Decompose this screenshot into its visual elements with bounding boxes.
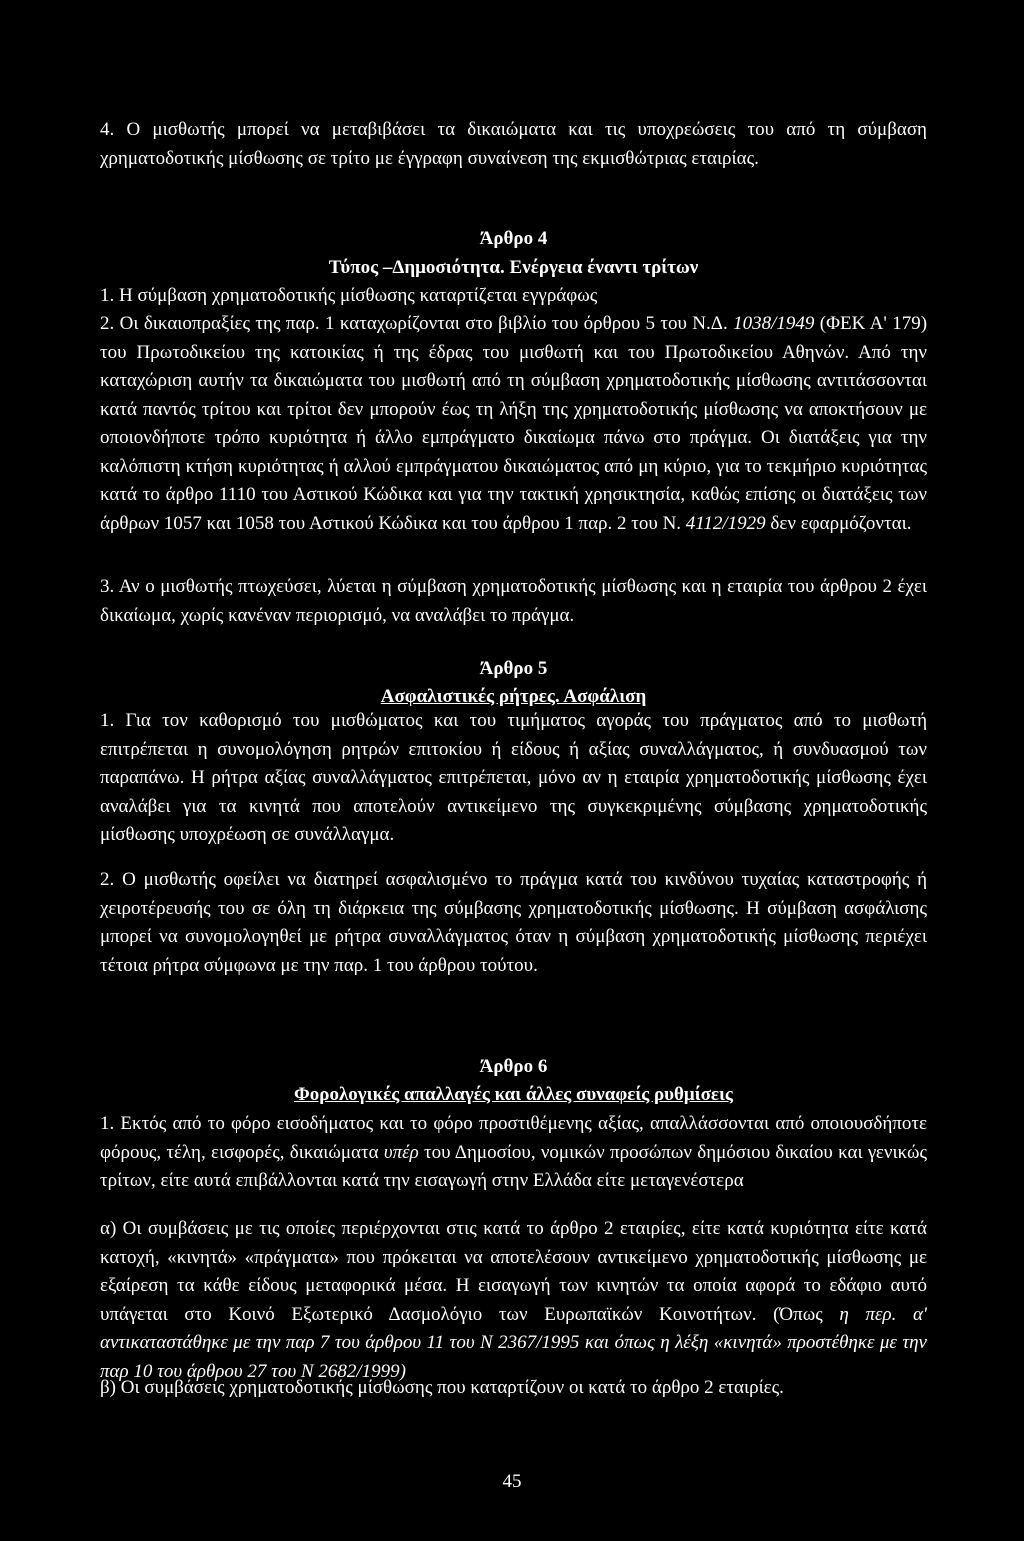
article5-title-text: Ασφαλιστικές ρήτρες. Ασφάλιση	[380, 686, 647, 707]
article6-title	[100, 1081, 927, 1110]
article6-para1-end: του Δημοσίου, νομικών προσώπων δημόσιου δικαίου και γενικώς τρίτων, είτε αυτά επιβάλλονται κατά την εισαγωγή στην Ελλάδα είτε μεταγενέστερα	[100, 1141, 928, 1191]
article4-title: Τύπος –Δημοσιότητα. Ενέργεια έναντι τρίτων	[328, 257, 699, 278]
article6-title-text: Φορολογικές απαλλαγές και άλλες συναφείς ρυθμίσεις	[294, 1084, 733, 1105]
article6-para1-italic: υπέρ	[383, 1141, 419, 1163]
article6-item-a	[100, 1215, 927, 1386]
article5-number: Άρθρο 5	[479, 658, 548, 679]
article5-paragraph-1: 1. Για τον καθορισμό του μισθώματος και του τιμήματος αγοράς του πράγματος από το μισθωτή επιτρέπεται η συνομολόγηση ρητρών επιτοκίου ή είδους ή αξίας συναλλάγματος, ή συνδυασμού των παραπάνω. Η ρήτρα αξίας συναλλάγματος επιτρέπεται, μόνο αν η εταιρία χρηματοδοτικής μίσθωσης έχει αναλάβει για τα κινητά που αποτελούν αντικείμενο της συγκεκριμένης σύμβασης χρηματοδοτικής μίσθωσης υποχρέωση σε συνάλλαγμα.	[100, 710, 927, 845]
article6-number: Άρθρο 6	[479, 1056, 548, 1077]
article6-item-a-note: η περ. α' αντικαταστάθηκε με την παρ 7 του άρθρου 11 του Ν 2367/1995 και όπως η λέξη «κινητά» προστέθηκε με την παρ 10 του άρθρου 27 του Ν 2682/1999)	[100, 1303, 927, 1382]
article6-item-b: β) Οι συμβάσεις χρηματοδοτικής μίσθωσης που καταρτίζουν οι κατά το άρθρο 2 εταιρίες.	[100, 1377, 784, 1398]
article4-para2-start: 2. Οι δικαιοπραξίες της παρ. 1 καταχωρίζονται στο βιβλίο του όρθρου 5 του Ν.Δ.	[100, 313, 728, 334]
article4-paragraph-3: 3. Αν ο μισθωτής πτωχεύσει, λύεται η σύμβαση χρηματοδοτικής μίσθωσης και η εταιρία του άρθρου 2 έχει δικαίωμα, χωρίς κανέναν περιορισμό, να αναλάβει το πράγμα.	[100, 576, 927, 626]
article4-para2-end: δεν εφαρμόζονται.	[770, 512, 912, 534]
article6-paragraph-1	[100, 1110, 927, 1196]
article3-paragraph-4: 4. Ο μισθωτής μπορεί να μεταβιβάσει τα δικαιώματα και τις υποχρεώσεις του από τη σύμβαση χρηματοδοτικής μίσθωσης σε τρίτο με έγγραφη συναίνεση της εκμισθώτριας εταιρίας.	[100, 119, 927, 169]
article5-paragraph-2: 2. Ο μισθωτής οφείλει να διατηρεί ασφαλισμένο το πράγμα κατά του κινδύνου τυχαίας καταστροφής ή χειροτέρευσής του σε όλη τη διάρκεια της σύμβασης χρηματοδοτικής μίσθωσης. Η σύμβαση ασφάλισης μπορεί να συνομολογηθεί με ρήτρα συναλλάγματος όταν η σύμβαση χρηματοδοτικής μίσθωσης περιέχει τέτοια ρήτρα σύμφωνα με την παρ. 1 του άρθρου τούτου.	[100, 869, 927, 976]
article6-item-a-text: α) Οι συμβάσεις με τις οποίες περιέρχονται στις κατά το άρθρο 2 εταιρίες, είτε κατά κυριότητα είτε κατά κατοχή, «κινητά» «πράγματα» που πρόκειται να αποτελέσουν αντικείμενο χρηματοδοτικής μίσθωσης με εξαίρεση τα κάθε είδους μεταφορικά μέσα. Η εισαγωγή των κινητών τα οποία αφορά το εδάφιο αυτό υπάγεται στο Κοινό Εξωτερικό Δασμολόγιο των Ευρωπαϊκών Κοινοτήτων. (Όπως	[100, 1218, 927, 1325]
article6-para1-start: 1. Εκτός από το φόρο εισοδήματος και το φόρο προστιθέμενης αξίας, απαλλάσσονται από οποιουσδήποτε φόρους, τέλη, εισφορές, δικαιώματα	[100, 1113, 927, 1163]
article4-para2-law-ref-2: 4112/1929	[685, 512, 766, 534]
page-number: 45	[502, 1471, 522, 1492]
article4-number: Άρθρο 4	[479, 228, 548, 249]
article4-paragraph-2	[100, 310, 927, 538]
article4-para2-body: (ΦΕΚ Α' 179) του Πρωτοδικείου της κατοικίας ή της έδρας του μισθωτή και του Πρωτοδικείου Αθηνών. Από την καταχώριση αυτήν τα δικαιώματα του μισθωτή από τη σύμβαση χρηματοδοτικής μίσθωσης αντιτάσσονται κατά παντός τρίτου και τρίτοι δεν μπορούν έως τη λήξη της χρηματοδοτικής μίσθωσης να αποκτήσουν με οποιονδήποτε τρόπο κυριότητα ή άλλο εμπράγματο δικαίωμα πάνω στο πράγμα. Οι διατάξεις για την καλόπιστη κτήση κυριότητας ή αλλού εμπράγματου δικαιώματος από μη κύριο, για το τεκμήριο κυριότητας κατά το άρθρο 1110 του Αστικού Κώδικα και για την τακτική χρησικτησία, καθώς επίσης οι διατάξεις των άρθρων 1057 και 1058 του Αστικού Κώδικα και του άρθρου 1 παρ. 2 του Ν.	[100, 313, 928, 534]
article4-paragraph-1: 1. Η σύμβαση χρηματοδοτικής μίσθωσης καταρτίζεται εγγράφως	[100, 285, 598, 306]
article4-para2-law-ref: 1038/1949	[733, 313, 815, 334]
